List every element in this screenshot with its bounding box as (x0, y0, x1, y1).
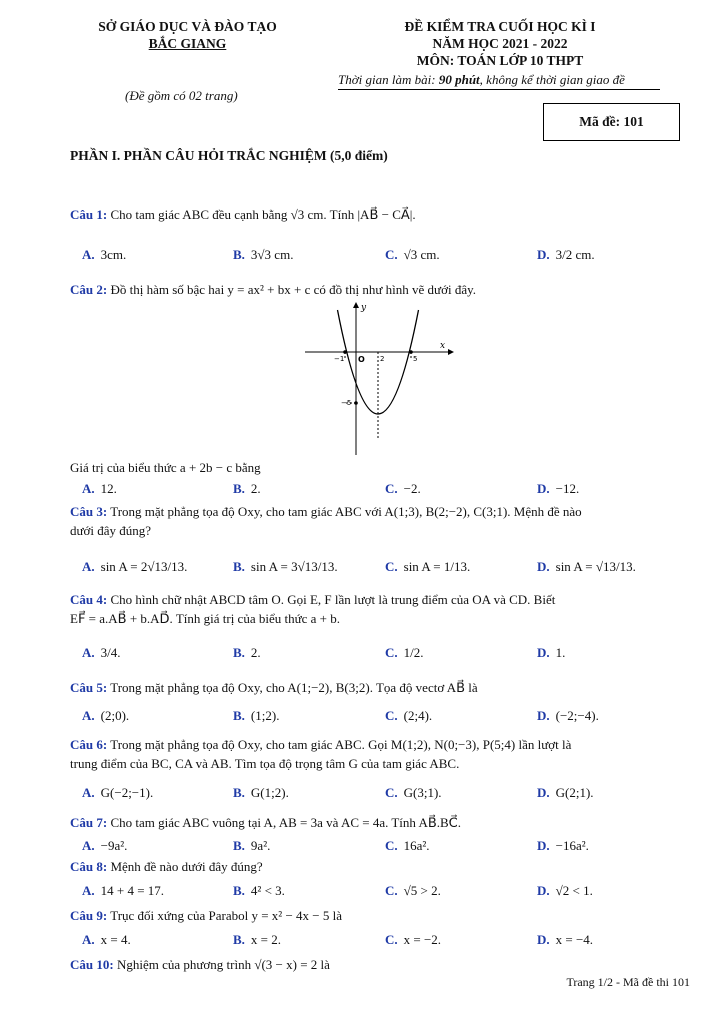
question-7: Câu 7: Cho tam giác ABC vuông tại A, AB = 3a và AC = 4a. Tính AB⃗.BC⃗. (70, 815, 462, 830)
option-d: D. −16a². (537, 838, 589, 853)
option-b: B. 2. (233, 645, 261, 660)
time-note: Thời gian làm bài: 90 phút, không kể thời gian giao đề (338, 72, 660, 90)
question-1: Câu 1: Cho tam giác ABC đều cạnh bằng √3 cm. Tính |AB⃗ − CA⃗|. (70, 207, 416, 222)
option-b: B. x = 2. (233, 932, 282, 947)
option-a: A. −9a². (82, 838, 128, 853)
option-c: C. sin A = 1/13. (385, 559, 471, 574)
exam-title: ĐỀ KIỂM TRA CUỐI HỌC KÌ I (404, 19, 596, 34)
option-d: D. −12. (537, 481, 580, 496)
option-d: D. (−2;−4). (537, 708, 599, 723)
question-9: Câu 9: Trục đối xứng của Parabol y = x² − 4x − 5 là (70, 908, 342, 923)
question-4: Câu 4: Cho hình chữ nhật ABCD tâm O. Gọi E, F lần lượt là trung điểm của OA và CD. Biết EF⃗ = a.AB⃗ + b.AD⃗. Tính giá trị của biểu thức a + b. (70, 592, 556, 626)
page-footer: Trang 1/2 - Mã đề thi 101 (566, 975, 690, 989)
option-a: A. 3/4. (82, 645, 121, 660)
option-a: A. 3cm. (82, 247, 127, 262)
option-b: B. 9a². (233, 838, 271, 853)
parabola-graph (300, 300, 455, 460)
page-count-note: (Đề gồm có 02 trang) (125, 88, 238, 103)
option-c: C. (2;4). (385, 708, 433, 723)
section-title: PHẦN I. PHẦN CÂU HỎI TRẮC NGHIỆM (5,0 điểm) (70, 148, 388, 163)
option-c: C. x = −2. (385, 932, 442, 947)
option-a: A. sin A = 2√13/13. (82, 559, 188, 574)
option-b: B. sin A = 3√13/13. (233, 559, 338, 574)
header-left (60, 18, 315, 52)
option-b: B. 2. (233, 481, 261, 496)
question-10: Câu 10: Nghiệm của phương trình √(3 − x) = 2 là (70, 957, 330, 972)
tick-5: 5 (413, 355, 418, 363)
tick-minus-1: −1 (334, 355, 345, 363)
question-5: Câu 5: Trong mặt phẳng tọa độ Oxy, cho A(1;−2), B(3;2). Tọa độ vectơ AB⃗ là (70, 680, 478, 695)
tick-minus-5: −5 (341, 399, 352, 407)
option-b: B. 3√3 cm. (233, 247, 294, 262)
option-c: C. 1/2. (385, 645, 424, 660)
option-c: C. G(3;1). (385, 785, 442, 800)
tick-2: 2 (380, 355, 385, 363)
option-d: D. 3/2 cm. (537, 247, 595, 262)
option-c: C. −2. (385, 481, 421, 496)
option-d: D. 1. (537, 645, 566, 660)
option-c: C. 16a². (385, 838, 430, 853)
option-a: A. 14 + 4 = 17. (82, 883, 165, 898)
exam-code-box: Mã đề: 101 (543, 103, 680, 141)
option-d: D. G(2;1). (537, 785, 594, 800)
question-2-followup: Giá trị của biểu thức a + 2b − c bằng (70, 460, 261, 475)
option-b: B. 4² < 3. (233, 883, 285, 898)
option-d: D. sin A = √13/13. (537, 559, 636, 574)
y-axis-label: y (361, 303, 367, 313)
department-name: SỞ GIÁO DỤC VÀ ĐÀO TẠO (98, 19, 277, 34)
option-a: A. 12. (82, 481, 117, 496)
header-right (340, 18, 660, 69)
option-c: C. √5 > 2. (385, 883, 441, 898)
question-2: Câu 2: Đồ thị hàm số bậc hai y = ax² + bx + c có đồ thị như hình vẽ dưới đây. (70, 282, 476, 297)
option-c: C. √3 cm. (385, 247, 440, 262)
option-a: A. G(−2;−1). (82, 785, 154, 800)
option-d: D. √2 < 1. (537, 883, 593, 898)
option-a: A. x = 4. (82, 932, 131, 947)
question-3: Câu 3: Trong mặt phẳng tọa độ Oxy, cho tam giác ABC với A(1;3), B(2;−2), C(3;1). Mệnh đề nào dưới đây đúng? (70, 504, 582, 538)
question-6: Câu 6: Trong mặt phẳng tọa độ Oxy, cho tam giác ABC. Gọi M(1;2), N(0;−3), P(5;4) lần lượt là trung điểm của BC, CA và AB. Tìm tọa độ trọng tâm G của tam giác ABC. (70, 737, 572, 771)
option-b: B. (1;2). (233, 708, 280, 723)
option-a: A. (2;0). (82, 708, 130, 723)
question-8: Câu 8: Mệnh đề nào dưới đây đúng? (70, 859, 263, 874)
origin-label: O (358, 355, 365, 364)
option-d: D. x = −4. (537, 932, 594, 947)
x-axis-label: x (440, 341, 446, 351)
province-name: BẮC GIANG (148, 36, 227, 51)
subject: MÔN: TOÁN LỚP 10 THPT (416, 53, 584, 68)
option-b: B. G(1;2). (233, 785, 289, 800)
school-year: NĂM HỌC 2021 - 2022 (432, 36, 568, 51)
